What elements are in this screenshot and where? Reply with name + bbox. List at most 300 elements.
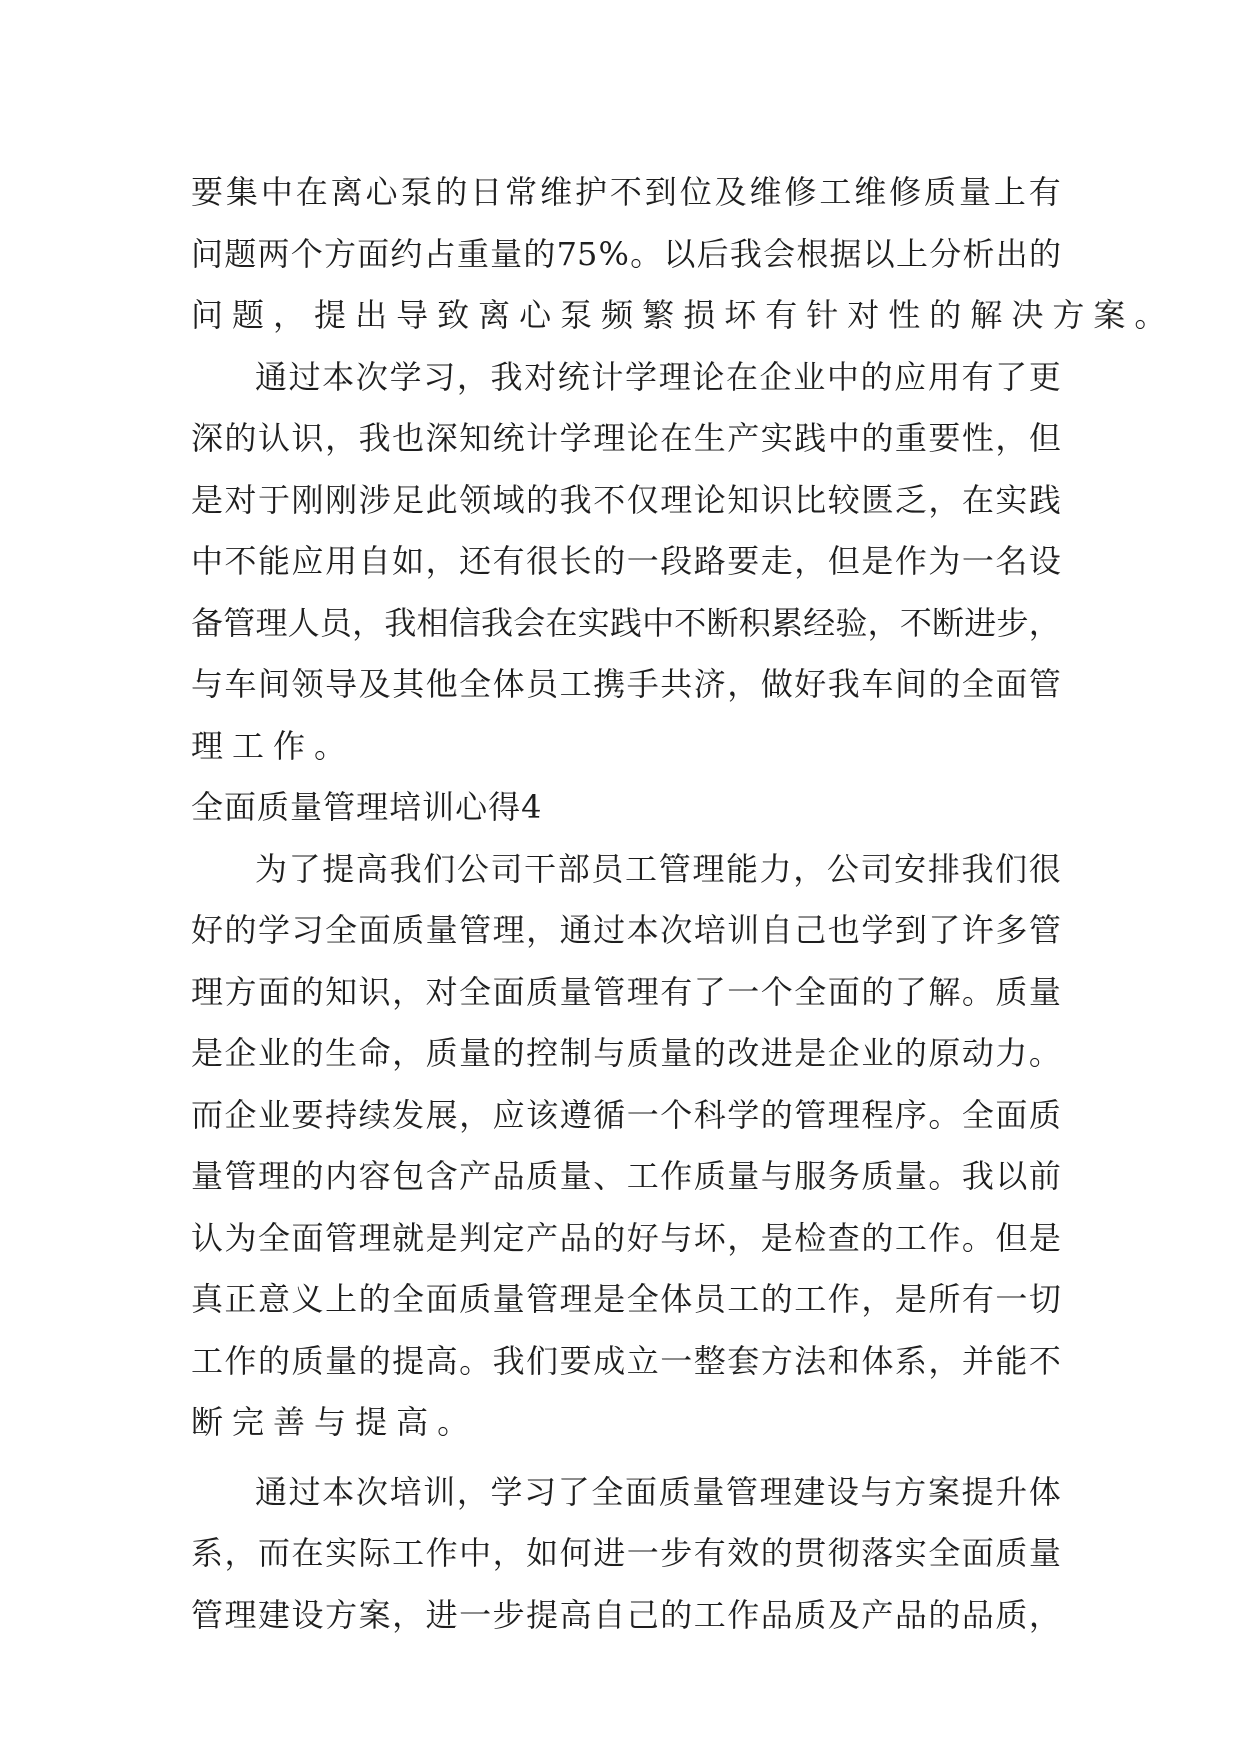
- glyph: 有: [961, 1280, 994, 1318]
- glyph: 累: [770, 603, 803, 642]
- glyph: 过: [288, 1472, 321, 1511]
- glyph: ，: [392, 972, 425, 1011]
- glyph: 质: [425, 1034, 458, 1072]
- glyph: 进: [964, 603, 997, 642]
- glyph: 通: [255, 357, 288, 396]
- glyph: 们: [526, 1341, 559, 1380]
- glyph: 的: [224, 419, 257, 457]
- glyph: 离: [330, 173, 363, 211]
- glyph: 以: [862, 234, 895, 273]
- glyph: 全: [626, 1280, 659, 1318]
- glyph: 的: [523, 234, 556, 273]
- glyph: 认: [191, 1218, 224, 1257]
- glyph: 知: [727, 480, 760, 519]
- glyph: 提: [392, 1341, 425, 1380]
- glyph: 有: [1028, 173, 1061, 211]
- glyph: 是: [894, 1280, 927, 1318]
- glyph: 间: [894, 665, 927, 703]
- text-line: [191, 1392, 1061, 1454]
- glyph: 服: [794, 1157, 827, 1195]
- glyph: 日: [470, 173, 503, 211]
- glyph: 的: [929, 296, 962, 334]
- glyph: 会: [513, 603, 546, 642]
- glyph: 的: [593, 542, 626, 580]
- glyph: 而: [191, 1095, 224, 1134]
- glyph: 干: [524, 849, 557, 888]
- glyph: 了: [288, 849, 321, 888]
- glyph: 的: [291, 972, 324, 1011]
- glyph: 次: [660, 911, 693, 949]
- glyph: 一: [626, 1534, 659, 1572]
- glyph: 量: [325, 1341, 358, 1380]
- glyph: 管: [325, 1218, 358, 1257]
- glyph: ，: [392, 1595, 425, 1634]
- glyph: 足: [392, 480, 425, 519]
- paragraph: [191, 347, 1061, 778]
- heading-text: [191, 777, 1061, 839]
- paragraph: [191, 839, 1061, 1454]
- glyph: 维: [749, 173, 782, 211]
- glyph: 题: [232, 296, 265, 334]
- glyph: 法: [794, 1341, 827, 1380]
- text-line: [191, 593, 1061, 655]
- glyph: 序: [894, 1095, 927, 1134]
- glyph: ，: [352, 603, 385, 642]
- glyph: 方: [894, 1472, 927, 1511]
- glyph: 泵: [560, 296, 593, 334]
- glyph: 对: [847, 296, 880, 334]
- glyph: 作: [727, 1595, 760, 1634]
- glyph: 训: [423, 1472, 456, 1511]
- glyph: 面: [995, 665, 1028, 703]
- glyph: 品: [492, 1157, 525, 1195]
- glyph: 及: [714, 173, 747, 211]
- glyph: 管: [459, 911, 492, 949]
- glyph: 量: [692, 1472, 725, 1511]
- glyph: 与: [860, 1472, 893, 1511]
- glyph: 体: [660, 1280, 693, 1318]
- glyph: 了: [693, 972, 726, 1011]
- glyph: 系: [191, 1534, 224, 1572]
- text-line: [191, 1085, 1061, 1147]
- glyph: 查: [827, 1218, 860, 1257]
- glyph: 与: [314, 1403, 347, 1441]
- glyph: 是: [191, 480, 224, 519]
- glyph: 量: [425, 911, 458, 949]
- glyph: 部: [557, 849, 590, 888]
- glyph: 培: [389, 788, 422, 826]
- glyph: 次: [355, 1472, 388, 1511]
- glyph: 如: [392, 542, 425, 580]
- paragraph-spacer: [191, 1454, 1061, 1462]
- glyph: 领: [291, 665, 324, 703]
- glyph: ，: [459, 1095, 492, 1134]
- glyph: 计: [526, 419, 559, 457]
- glyph: 全: [325, 911, 358, 949]
- glyph: 管: [191, 1595, 224, 1634]
- glyph: 还: [459, 542, 492, 580]
- glyph: ，: [456, 357, 489, 396]
- glyph: 心: [365, 173, 398, 211]
- glyph: 的: [894, 1034, 927, 1072]
- glyph: 面: [224, 788, 257, 826]
- glyph: 重: [894, 419, 927, 457]
- glyph: ，: [861, 1280, 894, 1318]
- glyph: 管: [593, 972, 626, 1011]
- glyph: 致: [437, 296, 470, 334]
- glyph: 的: [258, 1341, 291, 1380]
- glyph: 。: [437, 1403, 470, 1441]
- glyph: 中: [260, 173, 293, 211]
- glyph: 方: [760, 1341, 793, 1380]
- glyph: 在: [660, 419, 693, 457]
- glyph: 此: [425, 480, 458, 519]
- glyph: 步: [492, 1595, 525, 1634]
- glyph: 业: [258, 1034, 291, 1072]
- glyph: 建: [793, 1472, 826, 1511]
- glyph: 能: [995, 1341, 1028, 1380]
- glyph: 落: [861, 1534, 894, 1572]
- glyph: 。: [459, 1341, 492, 1380]
- glyph: 中: [827, 419, 860, 457]
- glyph: 设: [1028, 542, 1061, 580]
- glyph: 彻: [827, 1534, 860, 1572]
- glyph: 面: [961, 1534, 994, 1572]
- text-line: [191, 654, 1061, 716]
- glyph: 用: [325, 542, 358, 580]
- glyph: 的: [224, 911, 257, 949]
- glyph: 的: [1028, 234, 1061, 273]
- glyph: ，: [325, 419, 358, 457]
- glyph: 、: [593, 1157, 626, 1195]
- glyph: 以: [995, 1157, 1028, 1195]
- glyph: 我: [358, 419, 391, 457]
- glyph: 中: [826, 357, 859, 396]
- glyph: 中: [459, 1534, 492, 1572]
- text-line: [191, 162, 1061, 224]
- glyph: ，: [995, 419, 1028, 457]
- glyph: 训: [422, 788, 455, 826]
- glyph: 离: [478, 296, 511, 334]
- glyph: 理: [827, 1095, 860, 1134]
- glyph: 他: [425, 665, 458, 703]
- glyph: 所: [928, 1280, 961, 1318]
- glyph: 领: [459, 480, 492, 519]
- glyph: 实: [577, 603, 610, 642]
- glyph: 理: [559, 1280, 592, 1318]
- glyph: 位: [679, 173, 712, 211]
- glyph: 生: [325, 1034, 358, 1072]
- glyph: 质: [257, 788, 290, 826]
- glyph: 的: [928, 665, 961, 703]
- glyph: 济: [693, 665, 726, 703]
- glyph: 要: [727, 542, 760, 580]
- glyph: 为: [224, 1218, 257, 1257]
- glyph: ，: [224, 1534, 257, 1572]
- glyph: 段: [660, 542, 693, 580]
- glyph: 质: [1028, 1095, 1061, 1134]
- text-line: [191, 224, 1061, 286]
- glyph: 断: [706, 603, 739, 642]
- text-line: [191, 1023, 1061, 1085]
- glyph: 步: [660, 1534, 693, 1572]
- glyph: 量: [958, 173, 991, 211]
- glyph: 我: [492, 1341, 525, 1380]
- glyph: 的: [593, 1218, 626, 1257]
- glyph: 理: [626, 972, 659, 1011]
- glyph: 管: [1028, 911, 1061, 949]
- glyph: 品: [760, 1595, 793, 1634]
- glyph: 认: [258, 419, 291, 457]
- glyph: 过: [288, 357, 321, 396]
- glyph: ，: [492, 1534, 525, 1572]
- glyph: 了: [557, 1472, 590, 1511]
- glyph: 频: [601, 296, 634, 334]
- glyph: 安: [894, 849, 927, 888]
- glyph: 两: [257, 234, 290, 273]
- glyph: 我: [729, 234, 762, 273]
- glyph: 质: [392, 911, 425, 949]
- glyph: 应: [492, 1095, 525, 1134]
- glyph: 更: [1028, 357, 1061, 396]
- glyph: 工: [894, 1218, 927, 1257]
- glyph: 训: [727, 911, 760, 949]
- glyph: 是: [760, 1218, 793, 1257]
- glyph: 的: [435, 173, 468, 211]
- glyph: 通: [255, 1472, 288, 1511]
- glyph: 面: [425, 1280, 458, 1318]
- glyph: 体: [492, 665, 525, 703]
- glyph: 全: [928, 1534, 961, 1572]
- glyph: 乏: [894, 480, 927, 519]
- glyph: 要: [559, 1341, 592, 1380]
- glyph: 后: [696, 234, 729, 273]
- glyph: 在: [295, 173, 328, 211]
- glyph: 会: [763, 234, 796, 273]
- glyph: 应: [894, 357, 927, 396]
- glyph: 管: [794, 1095, 827, 1134]
- glyph: ，: [392, 1034, 425, 1072]
- glyph: 深: [191, 419, 224, 457]
- glyph: 有: [693, 1534, 726, 1572]
- glyph: 立: [626, 1341, 659, 1380]
- glyph: 到: [644, 173, 677, 211]
- glyph: 。: [961, 972, 994, 1011]
- glyph: 理: [660, 480, 693, 519]
- glyph: 作: [928, 1218, 961, 1257]
- glyph: 车: [224, 665, 257, 703]
- glyph: %: [598, 234, 629, 273]
- glyph: 质: [794, 1595, 827, 1634]
- glyph: 全: [794, 972, 827, 1011]
- glyph: 量: [191, 1157, 224, 1195]
- text-line: [191, 1208, 1061, 1270]
- glyph: 量: [727, 1157, 760, 1195]
- glyph: 科: [693, 1095, 726, 1134]
- text-line: [191, 285, 1167, 347]
- glyph: ，: [273, 296, 306, 334]
- glyph: 工: [191, 1341, 224, 1380]
- glyph: 但: [995, 1218, 1028, 1257]
- glyph: 质: [526, 1157, 559, 1195]
- glyph: 个: [290, 234, 323, 273]
- glyph: 提: [961, 1472, 994, 1511]
- glyph: 仅: [626, 480, 659, 519]
- glyph: 全: [392, 1280, 425, 1318]
- glyph: 工: [625, 849, 658, 888]
- glyph: 面: [358, 911, 391, 949]
- glyph: 产: [727, 419, 760, 457]
- glyph: 繁: [642, 296, 675, 334]
- glyph: 出: [355, 296, 388, 334]
- glyph: 续: [358, 1095, 391, 1134]
- glyph: 我: [559, 480, 592, 519]
- glyph: 个: [660, 1095, 693, 1134]
- glyph: 动: [961, 1034, 994, 1072]
- glyph: 们: [995, 849, 1028, 888]
- glyph: 一: [727, 972, 760, 1011]
- glyph: 质: [626, 1034, 659, 1072]
- glyph: 4: [521, 788, 542, 826]
- glyph: 验: [835, 603, 868, 642]
- glyph: ，: [727, 665, 760, 703]
- glyph: ，: [928, 1341, 961, 1380]
- glyph: 务: [827, 1157, 860, 1195]
- glyph: 与: [191, 665, 224, 703]
- glyph: 工: [392, 1534, 425, 1572]
- glyph: 有: [961, 357, 994, 396]
- text-line: [191, 1146, 1061, 1208]
- glyph: 坏: [724, 296, 757, 334]
- glyph: 企: [759, 357, 792, 396]
- glyph: 套: [727, 1341, 760, 1380]
- glyph: 系: [894, 1341, 927, 1380]
- glyph: 量: [459, 1034, 492, 1072]
- glyph: 集: [225, 173, 258, 211]
- glyph: 上: [896, 234, 929, 273]
- glyph: ，: [867, 603, 900, 642]
- glyph: 的: [492, 1034, 525, 1072]
- glyph: 步: [996, 603, 1029, 642]
- glyph: 品: [894, 1595, 927, 1634]
- text-line: [191, 962, 1061, 1024]
- glyph: 涉: [358, 480, 391, 519]
- glyph: 针: [806, 296, 839, 334]
- glyph: 质: [995, 972, 1028, 1011]
- glyph: 司: [860, 849, 893, 888]
- glyph: 间: [258, 665, 291, 703]
- glyph: 业: [258, 1095, 291, 1134]
- glyph: 但: [827, 542, 860, 580]
- glyph: 计: [591, 357, 624, 396]
- glyph: 决: [1011, 296, 1044, 334]
- glyph: 题: [224, 234, 257, 273]
- glyph: 知: [325, 972, 358, 1011]
- glyph: 理: [358, 1218, 391, 1257]
- glyph: 学: [389, 357, 422, 396]
- glyph: 是: [191, 1034, 224, 1072]
- glyph: 己: [794, 911, 827, 949]
- glyph: 问: [191, 234, 224, 273]
- glyph: 不: [224, 542, 257, 580]
- glyph: 匮: [861, 480, 894, 519]
- glyph: 学: [559, 419, 592, 457]
- glyph: 做: [760, 665, 793, 703]
- glyph: 车: [861, 665, 894, 703]
- glyph: 中: [642, 603, 675, 642]
- glyph: 要: [291, 1095, 324, 1134]
- glyph: 通: [559, 911, 592, 949]
- glyph: 程: [861, 1095, 894, 1134]
- glyph: 要: [928, 419, 961, 457]
- glyph: 习: [423, 357, 456, 396]
- glyph: 上: [993, 173, 1026, 211]
- glyph: 方: [323, 234, 356, 273]
- glyph: 维: [854, 173, 887, 211]
- glyph: 许: [961, 911, 994, 949]
- glyph: 质: [459, 1280, 492, 1318]
- glyph: 识: [358, 972, 391, 1011]
- glyph: 习: [524, 1472, 557, 1511]
- glyph: 面: [291, 1218, 324, 1257]
- glyph: 品: [559, 1218, 592, 1257]
- glyph: 持: [325, 1095, 358, 1134]
- glyph: 得: [488, 788, 521, 826]
- glyph: 量: [1028, 972, 1061, 1011]
- glyph: 我: [384, 603, 417, 642]
- glyph: 一: [995, 1280, 1028, 1318]
- glyph: 一: [961, 542, 994, 580]
- glyph: 发: [392, 1095, 425, 1134]
- glyph: 工: [819, 173, 852, 211]
- glyph: 案: [358, 1595, 391, 1634]
- glyph: 是: [861, 542, 894, 580]
- glyph: 工: [727, 1280, 760, 1318]
- glyph: 很: [526, 542, 559, 580]
- glyph: 能: [725, 849, 758, 888]
- glyph: 共: [660, 665, 693, 703]
- glyph: 本: [322, 1472, 355, 1511]
- glyph: 生: [693, 419, 726, 457]
- glyph: 全: [459, 972, 492, 1011]
- glyph: 高: [396, 1403, 429, 1441]
- glyph: 泵: [400, 173, 433, 211]
- glyph: 进: [593, 1534, 626, 1572]
- glyph: 刚: [291, 480, 324, 519]
- paragraph: [191, 162, 1167, 347]
- glyph: 全: [258, 1218, 291, 1257]
- glyph: 高: [559, 1595, 592, 1634]
- glyph: 质: [658, 1472, 691, 1511]
- glyph: 方: [1052, 296, 1085, 334]
- glyph: 的: [693, 1034, 726, 1072]
- paragraph: [191, 1462, 1061, 1647]
- glyph: 问: [191, 296, 224, 334]
- glyph: 面: [357, 234, 390, 273]
- glyph: 容: [358, 1157, 391, 1195]
- glyph: 的: [760, 1534, 793, 1572]
- glyph: ，: [526, 911, 559, 949]
- glyph: 质: [693, 1157, 726, 1195]
- glyph: 量: [559, 1157, 592, 1195]
- glyph: 案: [927, 1472, 960, 1511]
- glyph: 有: [660, 972, 693, 1011]
- glyph: 定: [492, 1218, 525, 1257]
- glyph: 理: [258, 1157, 291, 1195]
- glyph: 的: [358, 1280, 391, 1318]
- glyph: 多: [995, 911, 1028, 949]
- glyph: 但: [1028, 419, 1061, 457]
